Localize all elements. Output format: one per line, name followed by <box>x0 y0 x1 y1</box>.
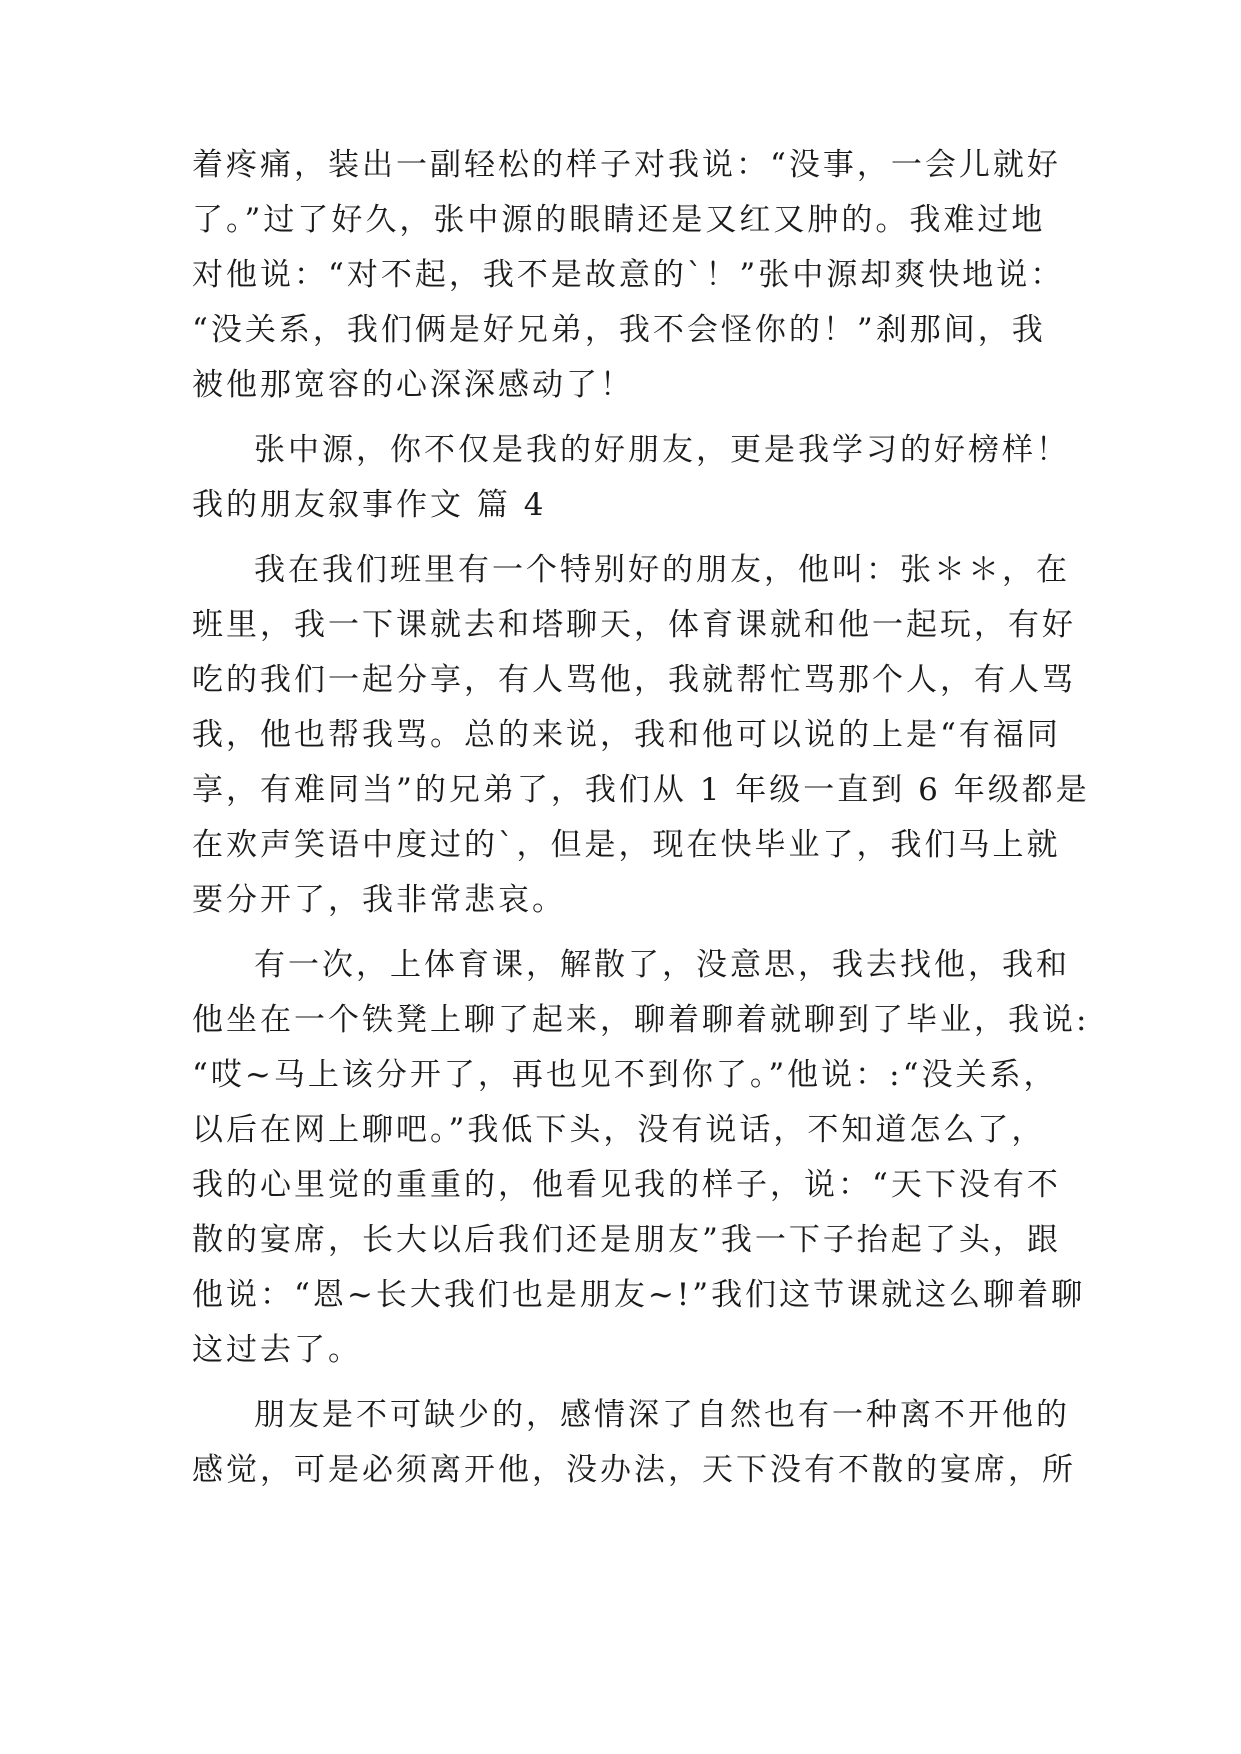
text-line: 有一次，上体育课，解散了，没意思，我去找他，我和 <box>254 947 1070 983</box>
text-line: 在欢声笑语中度过的`，但是，现在快毕业了，我们马上就 <box>192 827 1061 863</box>
text-line: 以后在网上聊吧。”我低下头，没有说话，不知道怎么了， <box>192 1112 1046 1148</box>
text-line: 要分开了，我非常悲哀。 <box>192 882 566 918</box>
text-line: 散的宴席，长大以后我们还是朋友”我一下子抬起了头，跟 <box>192 1222 1061 1258</box>
text-line: 这过去了。 <box>192 1332 362 1368</box>
text-line: 享，有难同当”的兄弟了，我们从 1 年级一直到 6 年级都是 <box>192 772 1090 808</box>
text-line: 着疼痛，装出一副轻松的样子对我说：“没事，一会儿就好 <box>192 147 1061 183</box>
section-heading: 我的朋友叙事作文 篇 4 <box>192 487 547 523</box>
text-line: 朋友是不可缺少的，感情深了自然也有一种离不开他的 <box>254 1397 1070 1433</box>
text-line: 吃的我们一起分享，有人骂他，我就帮忙骂那个人，有人骂 <box>192 662 1076 698</box>
text-line: 了。”过了好久，张中源的眼睛还是又红又肿的。我难过地 <box>192 202 1046 238</box>
text-line: 他说：“恩~长大我们也是朋友~!”我们这节课就这么聊着聊 <box>192 1277 1086 1313</box>
text-line: 对他说：“对不起，我不是故意的`！”张中源却爽快地说： <box>192 257 1065 293</box>
text-line: 他坐在一个铁凳上聊了起来，聊着聊着就聊到了毕业，我说: <box>192 1002 1090 1038</box>
text-line: 班里，我一下课就去和塔聊天，体育课就和他一起玩，有好 <box>192 607 1076 643</box>
text-line: “哎~马上该分开了，再也见不到你了。”他说：:“没关系， <box>192 1057 1058 1093</box>
text-line: 我在我们班里有一个特别好的朋友，他叫：张＊＊，在 <box>254 552 1070 588</box>
text-line: 感觉，可是必须离开他，没办法，天下没有不散的宴席，所 <box>192 1452 1076 1488</box>
text-line: 我，他也帮我骂。总的来说，我和他可以说的上是“有福同 <box>192 717 1061 753</box>
text-line: 被他那宽容的心深深感动了！ <box>192 367 634 403</box>
text-line: “没关系，我们俩是好兄弟，我不会怪你的！”刹那间，我 <box>192 312 1046 348</box>
text-line: 张中源，你不仅是我的好朋友，更是我学习的好榜样！ <box>254 432 1070 468</box>
text-line: 我的心里觉的重重的，他看见我的样子，说：“天下没有不 <box>192 1167 1061 1203</box>
